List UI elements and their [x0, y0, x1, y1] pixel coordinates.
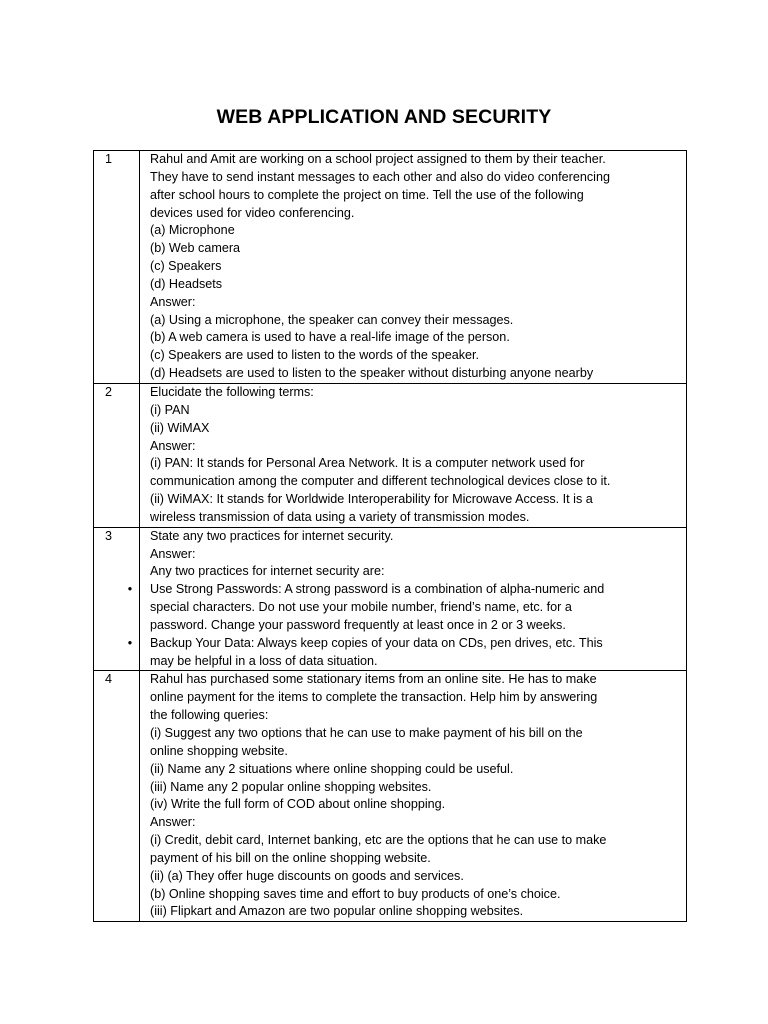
question-content-cell: [140, 151, 687, 384]
text-line: after school hours to complete the project on time. Tell the use of the following: [150, 187, 584, 202]
text-line: Answer:: [150, 438, 196, 453]
text-line: (i) PAN: It stands for Personal Area Network. It is a computer network used for: [150, 456, 585, 471]
text-line: wireless transmission of data using a variety of transmission modes.: [150, 509, 530, 524]
question-number-cell: [94, 383, 140, 527]
text-line: online shopping website.: [150, 743, 288, 758]
text-line: (ii) WiMAX: It stands for Worldwide Interoperability for Microwave Access. It is a: [150, 492, 593, 507]
text-line: password. Change your password frequently at least once in 2 or 3 weeks.: [150, 617, 566, 632]
text-line: (b) Web camera: [150, 241, 241, 256]
question-row: [94, 151, 687, 384]
qa-table-body: [94, 151, 687, 922]
text-line: They have to send instant messages to each other and also do video conferencing: [150, 169, 610, 184]
text-line: (ii) WiMAX: [150, 420, 210, 435]
text-line: payment of his bill on the online shopping website.: [150, 850, 431, 865]
question-number: 4: [105, 672, 113, 687]
question-content-cell: [127, 527, 687, 671]
text-line: (ii) (a) They offer huge discounts on goods and services.: [150, 868, 464, 883]
question-row: [94, 383, 687, 527]
text-line: (i) Credit, debit card, Internet banking, etc are the options that he can use to make: [150, 833, 607, 848]
question-content-cell: [140, 671, 687, 922]
text-line: Rahul and Amit are working on a school project assigned to them by their teacher.: [150, 152, 606, 166]
text-line: (iii) Name any 2 popular online shopping websites.: [150, 779, 432, 794]
bullet-list-item: [127, 581, 682, 599]
text-line: (ii) Name any 2 situations where online shopping could be useful.: [150, 761, 514, 776]
text-line: (c) Speakers are used to listen to the words of the speaker.: [150, 348, 480, 363]
question-row: [94, 527, 687, 671]
text-line: State any two practices for internet security.: [150, 528, 394, 543]
text-line: Answer:: [150, 294, 196, 309]
question-number-cell: [94, 671, 140, 922]
document-title: WEB APPLICATION AND SECURITY: [216, 106, 552, 128]
text-line: Answer:: [150, 546, 196, 561]
question-content-cell: [140, 383, 687, 527]
text-line: the following queries:: [150, 708, 269, 723]
question-number-cell: [94, 151, 140, 384]
text-line: (b) A web camera is used to have a real-life image of the person.: [150, 330, 510, 345]
question-number: 3: [105, 528, 113, 543]
question-number: 2: [105, 384, 113, 399]
text-line: (i) PAN: [150, 402, 190, 417]
question-row: [94, 671, 687, 922]
qa-table: [93, 150, 687, 922]
bullet-text: Backup Your Data: Always keep copies of your data on CDs, pen drives, etc. This: [150, 635, 603, 650]
text-line: (b) Online shopping saves time and effort to buy products of one’s choice.: [150, 886, 561, 901]
text-line: may be helpful in a loss of data situation.: [150, 653, 378, 668]
bullet-text: Use Strong Passwords: A strong password is a combination of alpha-numeric and: [150, 582, 605, 597]
text-line: (a) Using a microphone, the speaker can convey their messages.: [150, 312, 514, 327]
text-line: (a) Microphone: [150, 223, 235, 238]
text-line: (d) Headsets are used to listen to the speaker without disturbing anyone nearby: [150, 366, 594, 381]
text-line: (d) Headsets: [150, 276, 223, 291]
bullet-icon: •: [127, 635, 133, 650]
text-line: devices used for video conferencing.: [150, 205, 355, 220]
bullet-list-item: [127, 635, 682, 653]
text-line: (c) Speakers: [150, 259, 222, 274]
text-line: Answer:: [150, 815, 196, 830]
question-number: 1: [105, 152, 113, 166]
bullet-icon: •: [127, 582, 133, 597]
text-line: Rahul has purchased some stationary items from an online site. He has to make: [150, 672, 597, 687]
text-line: (i) Suggest any two options that he can use to make payment of his bill on the: [150, 726, 583, 740]
text-line: online payment for the items to complete the transaction. Help him by answering: [150, 690, 598, 705]
text-line: Any two practices for internet security are:: [150, 564, 385, 579]
text-line: Elucidate the following terms:: [150, 384, 314, 399]
text-line: (iv) Write the full form of COD about online shopping.: [150, 797, 446, 812]
text-line: communication among the computer and different technological devices close to it.: [150, 474, 611, 489]
text-line: special characters. Do not use your mobile number, friend’s name, etc. for a: [150, 600, 572, 615]
text-line: (iii) Flipkart and Amazon are two popular online shopping websites.: [150, 904, 524, 919]
